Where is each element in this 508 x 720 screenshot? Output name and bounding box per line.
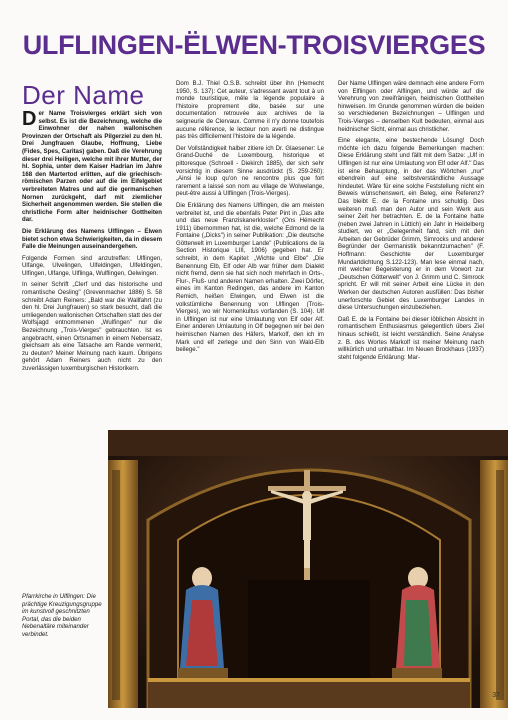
page-title: ULFLINGEN-ËLWEN-TROISVIERGES [22,30,486,60]
paragraph: Dom B.J. Thiel O.S.B. schreibt über ihn (Hemecht 1950, S. 137): Cet auteur, s'adressant avant tout à un monde touristique, mêle la légende populaire à l'histoire proprement dite, basée sur une documentation retrouvée aux archives de la seigneurie de Clervaux. Comme il n'y donne toutefois aucune référence, le lecteur non averti ne distingue pas très difficilement l'histoire de la légende. [176,80,324,141]
paragraph: Der Name Ulflingen wäre demnach eine andere Form von Elflingen oder Alflingen, und würde auf die Verehrung von zweifränigen, heidnischen Gottheiten hinweisen. Im Grunde genommen würden die beiden so verschiedenen Bezeichnungen – Ulflingen und Trois-Vierges – denselben Kult bedeuten, einmal aus heidnischer Sicht, einmal aus christlicher. [338,80,484,133]
text-column-2 [176,80,324,358]
drop-cap: D [22,108,37,130]
paragraph: Eine elegante, eine bestechende Lösung! Doch möchte ich dazu folgende Bemerkungen machen: Diese Erklärung steht und fällt mit dem Satze: „Ulf in Ulflingen ist nur eine Umlautung von Elf oder Alf." Das ist eine Behauptung, in der das Wörtchen „nur" ebendrein auf eine selbstverständliche Aussage hindeutet. Wäre für eine solche Feststellung nicht ein Beweis wünschenswert, ein Beleg, eine Referenz? Das bleibt E. de la Fontaine uns schuldig. Des weiteren muß man den Autor und sein Werk aus seiner Zeit her betrachten. E. de la Fontaine hatte (neben zwei Jahren in Lüttich) ein Jahr in Heidelberg studiert, wo er „Gelegenheit fand, sich mit den Arbeiten der Gebrüder Grimm, Simrocks und anderer Begründer der Germanistik bekanntzumachen" (F. Hoffmann: Geschichte der Luxemburger Mundartdichtung S.122-123). Man lese einmal nach, mit welcher Begeisterung er in dem Vorwort zur „Deutschen Götterwelt" von J. Grimm und C. Simrock spricht. Er will mit seiner Arbeit eine Lücke in den Werken der deutschen Autoren ausfüllen: Das bisher unerforschte Gebiet des Luxemburger Landes in diese Untersuchungen einzubeziehen. [338,137,484,312]
paragraph: Die Erklärung des Namens Ulflingen, die am meisten verbreitet ist, und die ebenfalls Peter Pint in „Das alte und das neue Franziskanerkloster" (Ons Hémecht 1911) übernommen hat, ist die, welche Edmond de la Fontaine („Dicks") in seiner Publikation: „Die deutsche Götterwelt im Luxemburger Lande" (Publications de la Section Historique LIII, 1906) gegeben hat. Er schreibt, in dem Kapitel: „Wichte und Elbe" „Die Benennung Elb, Elf oder Alb war früher dem Dialekt nicht fremd, denn sie hat sich noch mehrfach in Orts-, Flur-, Fluß- und anderen Namen erhalten. Zwei Dörfer, eines im Kanton Redingen, das andere im Kanton Remich, heißen Elwingen, und Elwen ist die volkstümliche Benennung von Ulflingen (Trois-Vierges), wo wir Nornenkultus vorfanden (S. 104). Ulf in Ulflingen ist nur eine Umlautung von Elf oder Alf. Einer anderen Umlautung in Olf begegnen wir bei den heimischen Namen des Häfers, Markolf, den ich im Mark und elf zerlege und den Sinn von Wald-Elb beilege." [176,201,324,354]
photo-caption: Pfarrkirche in Ulflingen: Die prächtige Kreuzigungsgruppe im kunstvoll geschnitzten Portal, das die beiden Nebenaltäre miteinander verbindet. [22,593,102,638]
paragraph: Die Erklärung des Namens Ulflingen – Ëlwen bietet schon etwa Schwierigkeiten, da in diesem Falle die Meinungen auseinandergehen. [22,227,162,251]
page-number: 37 [492,692,500,699]
paragraph: Daß E. de la Fontaine bei dieser löblichen Absicht in romantischem Enthusiasmus gelegentlich übers Ziel hinaus schießt, ist leicht verständlich. Seine Analyse z. B. des Wortes Markolf ist meiner Meinung nach willkürlich und unhaltbar. Im Neuen Brockhaus (1937) steht folgende Erklärung: Mar- [338,315,484,361]
paragraph: In seiner Schrift „Clerf und das historische und romantische Oesling" (Grevenmacher 1886) S. 58 schreibt Adam Reiners: „Bald war die Wallfahrt (zu den hl. Drei Jungfrauen) so stark besucht, daß die umliegenden wallonischen Ortschaften statt des der Wolfsjagd entnommenen „Wulfingen" nur die Bezeichnung „Trois-Vierges" gebrauchten. Ist es angebracht, einen Ortsnamen in einem Nebensatz, gleichsam als eine Tatsache am Rande vermerkt, zu deuten? Meiner Meinung nach kaum. Übrigens gehört Adam Reiners auch nicht zu den zuverlässigen luxemburgischen Historikern. [22,281,162,372]
lead-text: er Name Troisvierges erklärt sich von selbst. Es ist die Bezeichnung, welche die Einwohner der nahen wallonischen Provinzen der Ortschaft als Pilgerziel zu den hl. Drei Jungfrauen Glaube, Hoffnung, Liebe (Fides, Spes, Caritas) gaben. Daß die Verehrung dieser drei Heiligen, welche mit ihrer Mutter, der hl. Sophia, unter dem Kaiser Hadrian im Jahre 168 den Martertod erlitten, auf die griechisch-römischen Parzen oder auf die im Eifelgebiet verbreiteten Matres und auf die germanischen Nornen zurückgeht, darf mit ziemlicher Sicherheit angenommen werden. Sie stellen die christliche Form alter heidnischer Gottheiten dar. [22,110,162,224]
church-altar-photo [108,430,508,708]
text-column-1 [22,110,162,377]
lead-paragraph [22,110,162,224]
paragraph: Der Vollständigkeit halber zitiere ich Dr. Glaesener: Le Grand-Duché de Luxembourg, historique et pittoresque (Schroell - Diekirch 1885), der sich sehr vorsichtig in diesem Sinne ausdrückt (S. 259-260): „Ainsi le loup qu'on ne rencontre plus que fort rarement a laissé son nom au village de Wolwelange, peut-être aussi à Ulflingen (Trois-Vierges). [176,144,324,198]
text-column-3 [338,80,484,365]
section-title: Der Name [22,80,145,110]
paragraph: Folgende Formen sind anzutreffen: Ulflingen, Ulfange, Ulvelingen, Ulfeldingen, Ulfeldingen, Ulfingen, Ulfange, Ulflinga, Wulflingen, Oelwingen. [22,254,162,277]
cross-beam-horizontal [268,486,346,491]
